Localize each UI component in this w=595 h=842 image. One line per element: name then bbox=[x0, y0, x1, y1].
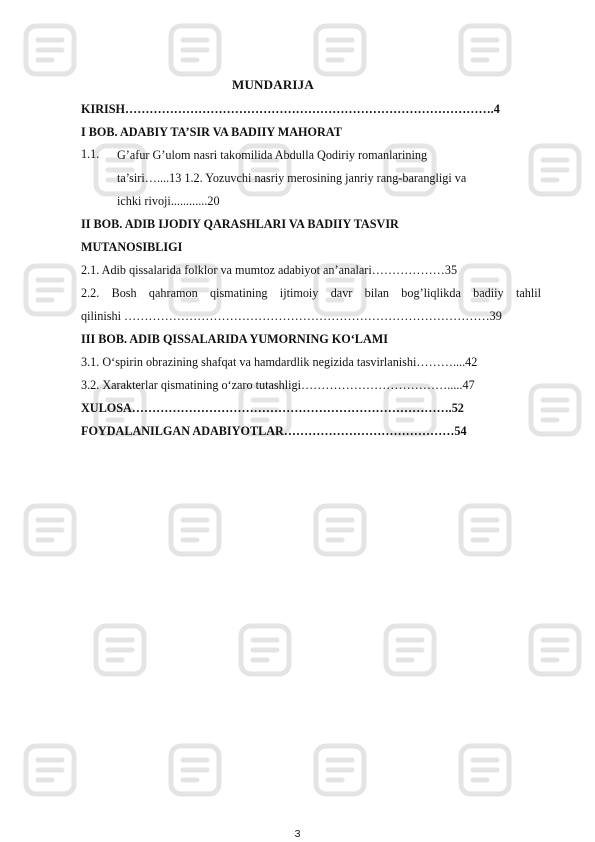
watermark-icon bbox=[20, 20, 80, 80]
toc-title: MUNDARIJA bbox=[232, 77, 314, 92]
watermark-icon bbox=[90, 620, 150, 680]
watermark-icon bbox=[235, 620, 295, 680]
toc-entry-1-1-cont: ta’siri…....13 1.2. Yozuvchi nasriy merosining janriy rang-barangligi va bbox=[117, 171, 467, 185]
watermark-icon bbox=[165, 500, 225, 560]
watermark-icon bbox=[455, 20, 515, 80]
watermark-icon bbox=[455, 500, 515, 560]
page-number: 3 bbox=[294, 828, 301, 840]
watermark-icon bbox=[310, 20, 370, 80]
toc-entry-1-1: G’afur G’ulom nasri takomilida Abdulla Qodiriy romanlarining bbox=[117, 148, 428, 162]
toc-chapter-1: I BOB. ADABIY TA’SIR VA BADIIY MAHORAT bbox=[81, 125, 342, 139]
watermark-icon bbox=[20, 260, 80, 320]
watermark-icon bbox=[310, 740, 370, 800]
toc-entry-kirish: KIRISH……………………………………………………………………………….4 bbox=[81, 102, 500, 116]
watermark-icon bbox=[455, 740, 515, 800]
toc-entry-1-2-cont: ichki rivoji............20 bbox=[117, 194, 220, 208]
watermark-icon bbox=[380, 620, 440, 680]
toc-entry-2-2: 2.2. Bosh qahramon qismatining ijtimoiy davr bilan bog’liqlikda badiiy tahlil bbox=[81, 286, 541, 300]
toc-entry-xulosa: XULOSA…………………………………………………………………….52 bbox=[81, 401, 464, 415]
toc-chapter-2: II BOB. ADIB IJODIY QARASHLARI VA BADIIY TASVIR bbox=[81, 217, 399, 231]
watermark-icon bbox=[310, 500, 370, 560]
toc-chapter-2-cont: MUTANOSIBLIGI bbox=[81, 240, 183, 254]
watermark-icon bbox=[20, 500, 80, 560]
watermark-icon bbox=[165, 20, 225, 80]
watermark-icon bbox=[20, 740, 80, 800]
toc-entry-adabiyotlar: FOYDALANILGAN ADABIYOTLAR……………………………………54 bbox=[81, 424, 467, 438]
toc-chapter-3: III BOB. ADIB QISSALARIDA YUMORNING KO‘LAMI bbox=[81, 332, 388, 346]
toc-entry-3-2: 3.2. Xarakterlar qismatining o‘zaro tutashligi……………………………….....47 bbox=[81, 378, 475, 392]
toc-section-number: 1.1. bbox=[81, 147, 100, 161]
watermark-icon bbox=[525, 620, 585, 680]
watermark-icon bbox=[165, 740, 225, 800]
toc-entry-2-1: 2.1. Adib qissalarida folklor va mumtoz adabiyot an’analari………………35 bbox=[81, 263, 458, 277]
toc-entry-3-1: 3.1. O‘spirin obrazining shafqat va hamdardlik negizida tasvirlanishi………....42 bbox=[81, 355, 478, 369]
toc-entry-2-2-cont: qilinishi ………………………………………………………………………………39 bbox=[81, 309, 502, 323]
